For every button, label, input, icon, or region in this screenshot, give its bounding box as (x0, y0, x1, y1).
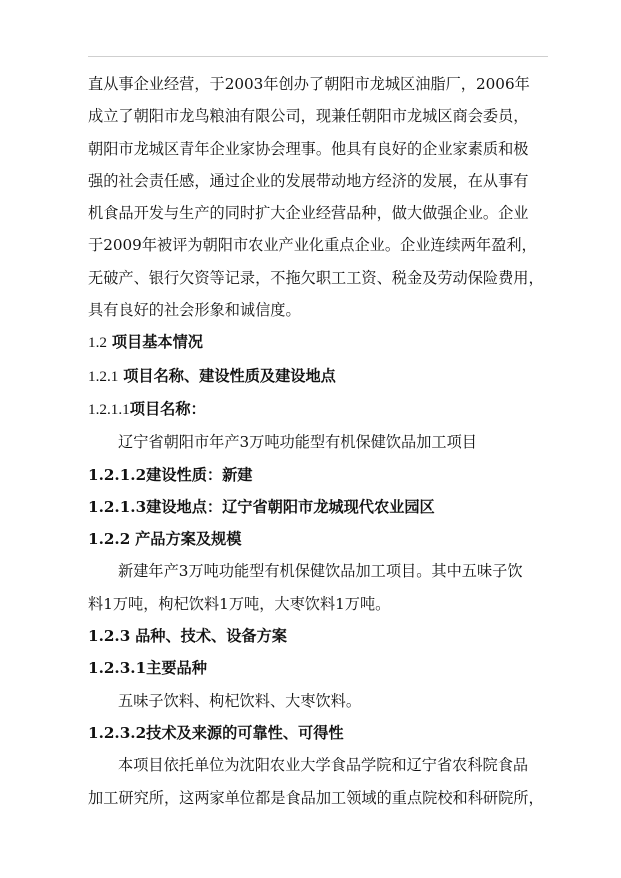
heading-number: 1.2 (88, 334, 107, 352)
heading-1-2-1-3 (88, 491, 552, 523)
heading-1-2-1 (88, 360, 552, 393)
main-varieties-text: 五味子饮料、枸杞饮料、大枣饮料。 (118, 691, 361, 710)
heading-title: 品种、技术、设备方案 (135, 627, 287, 646)
paragraph-line: 具有良好的社会形象和诚信度。 (88, 301, 301, 320)
heading-title: 主要品种 (146, 659, 207, 678)
heading-number: 1.2.1.2 (88, 465, 147, 484)
heading-number: 1.2.2 (88, 530, 131, 549)
heading-title: 项目名称： (129, 399, 206, 418)
paragraph-line: 于2009年被评为朝阳市农业产业化重点企业。企业连续两年盈利， (88, 236, 537, 255)
heading-1-2-1-1 (88, 393, 552, 426)
heading-number: 1.2.3.2 (88, 723, 147, 742)
paragraph-line: 本项目依托单位为沈阳农业大学食品学院和辽宁省农科院食品 (118, 756, 529, 775)
heading-number: 1.2.1.1 (88, 400, 130, 418)
heading-number: 1.2.3 (88, 627, 131, 646)
heading-title: 项目基本情况 (111, 333, 203, 352)
intro-paragraph (88, 68, 552, 326)
header-rule (88, 56, 548, 57)
heading-title: 技术及来源的可靠性、可得性 (146, 723, 344, 742)
tech-source-paragraph (88, 749, 552, 814)
paragraph-line: 直从事企业经营，于2003年创办了朝阳市龙城区油脂厂，2006年 (88, 75, 530, 93)
heading-1-2-2 (88, 523, 552, 555)
paragraph-line: 加工研究所，这两家单位都是食品加工领域的重点院校和科研院所， (88, 788, 544, 807)
heading-1-2-3-2 (88, 717, 552, 749)
paragraph-line: 朝阳市龙城区青年企业家协会理事。他具有良好的企业家素质和极 (88, 139, 529, 158)
paragraph-line: 无破产、银行欠资等记录，不拖欠职工工资、税金及劳动保险费用， (88, 268, 544, 287)
heading-1-2-3-1 (88, 652, 552, 684)
heading-title: 建设性质：新建 (146, 465, 253, 484)
document-body (88, 68, 552, 814)
heading-title: 项目名称、建设性质及建设地点 (123, 366, 336, 385)
paragraph-line: 机食品开发与生产的同时扩大企业经营品种，做大做强企业。企业 (88, 204, 529, 223)
paragraph-line: 强的社会责任感，通过企业的发展带动地方经济的发展，在从事有 (88, 171, 529, 190)
heading-1-2 (88, 326, 552, 359)
product-plan-paragraph (88, 555, 552, 620)
heading-number: 1.2.1.3 (88, 497, 147, 516)
heading-title: 产品方案及规模 (135, 530, 242, 549)
heading-title: 建设地点：辽宁省朝阳市龙城现代农业园区 (146, 497, 435, 516)
paragraph-line: 料1万吨，枸杞饮料1万吨，大枣饮料1万吨。 (88, 594, 391, 613)
project-name-text: 辽宁省朝阳市年产3万吨功能型有机保健饮品加工项目 (118, 433, 477, 452)
heading-1-2-1-2 (88, 459, 552, 491)
paragraph-line: 成立了朝阳市龙鸟粮油有限公司，现兼任朝阳市龙城区商会委员， (88, 107, 529, 126)
heading-1-2-3 (88, 620, 552, 652)
paragraph-line: 新建年产3万吨功能型有机保健饮品加工项目。其中五味子饮 (118, 562, 523, 581)
heading-number: 1.2.3.1 (88, 659, 147, 678)
heading-number: 1.2.1 (88, 367, 119, 385)
